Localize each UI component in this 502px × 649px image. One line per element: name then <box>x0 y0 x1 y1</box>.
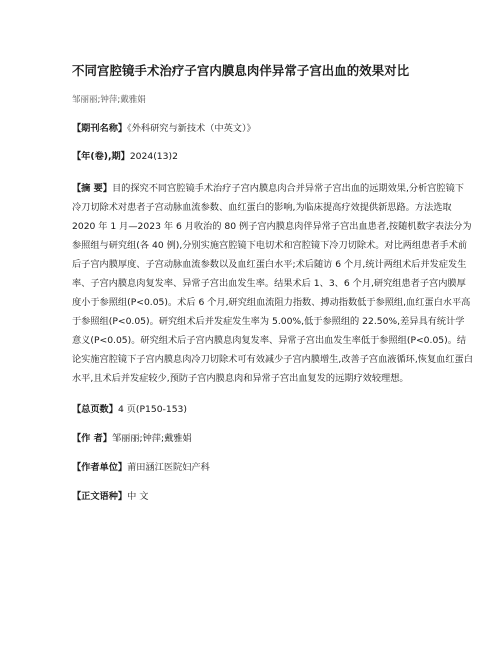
pages-label: 【总页数】 <box>72 404 118 415</box>
author-label: 【作 者】 <box>72 433 112 444</box>
paper-title: 不同宫腔镜手术治疗子宫内膜息肉伴异常子宫出血的效果对比 <box>72 63 410 78</box>
author-field <box>72 432 472 446</box>
language-label: 【正文语种】 <box>72 491 128 502</box>
pages-field <box>72 403 472 417</box>
issue-label: 【年(卷),期】 <box>72 151 130 162</box>
affiliation-field <box>72 461 472 475</box>
issue-value: 2024(13)2 <box>129 151 178 162</box>
affiliation-value: 莆田涵江医院妇产科 <box>127 462 210 473</box>
journal-value: 《外科研究与新技术（中英文）》 <box>127 123 256 134</box>
abstract-text: 目的探究不同宫腔镜手术治疗子宫内膜息肉合并异常子宫出血的远期效果,分析宫腔镜下冷刀切除术对患者子宫动脉血流参数、血红蛋白的影响,为临床提高疗效提供新思路。方法选取 2020 年 1 月—2023 年 6 月收治的 80 例子宫内膜息肉伴异常子宫出血患者,按随机数字表法分为参照组与研究组(各 40 例),分别实施宫腔镜下电切术和宫腔镜下冷刀切除术。对比两组患者手术前后子宫内膜厚度、子宫动脉血流参数以及血红蛋白水平;术后随访 6 个月,统计两组术后并发症发生率、子宫内膜息肉复发率、异常子宫出血发生率。结果术后 1、3、6 个月,研究组患者子宫内膜厚度小于参照组(P<0.05)。术后 6 个月,研究组血流阻力指数、搏动指数低于参照组,血红蛋白水平高于参照组(P<0.05)。研究组术后并发症发生率为 5.00%,低于参照组的 22.50%,差异具有统计学意义(P<0.05)。研究组术后子宫内膜息肉复发率、异常子宫出血发生率低于参照组(P<0.05)。结论实施宫腔镜下子宫内膜息肉冷刀切除术可有效减少子宫内膜增生,改善子宫血液循环,恢复血红蛋白水平,且术后并发症较少,预防子宫内膜息肉和异常子宫出血复发的远期疗效较理想。 <box>72 183 473 384</box>
affiliation-label: 【作者单位】 <box>72 462 128 473</box>
pages-value: 4 页(P150-153) <box>117 404 187 415</box>
author-value: 邹丽丽;钟萍;戴雅娟 <box>111 433 192 444</box>
language-value: 中 文 <box>127 491 149 502</box>
journal-label: 【期刊名称】 <box>72 123 128 134</box>
abstract-label: 【摘 要】 <box>72 183 112 194</box>
author-line: 邹丽丽;钟萍;戴雅娟 <box>72 95 146 105</box>
language-field <box>72 490 472 504</box>
abstract-field <box>72 179 473 388</box>
journal-field <box>72 122 472 136</box>
issue-field <box>72 150 472 164</box>
